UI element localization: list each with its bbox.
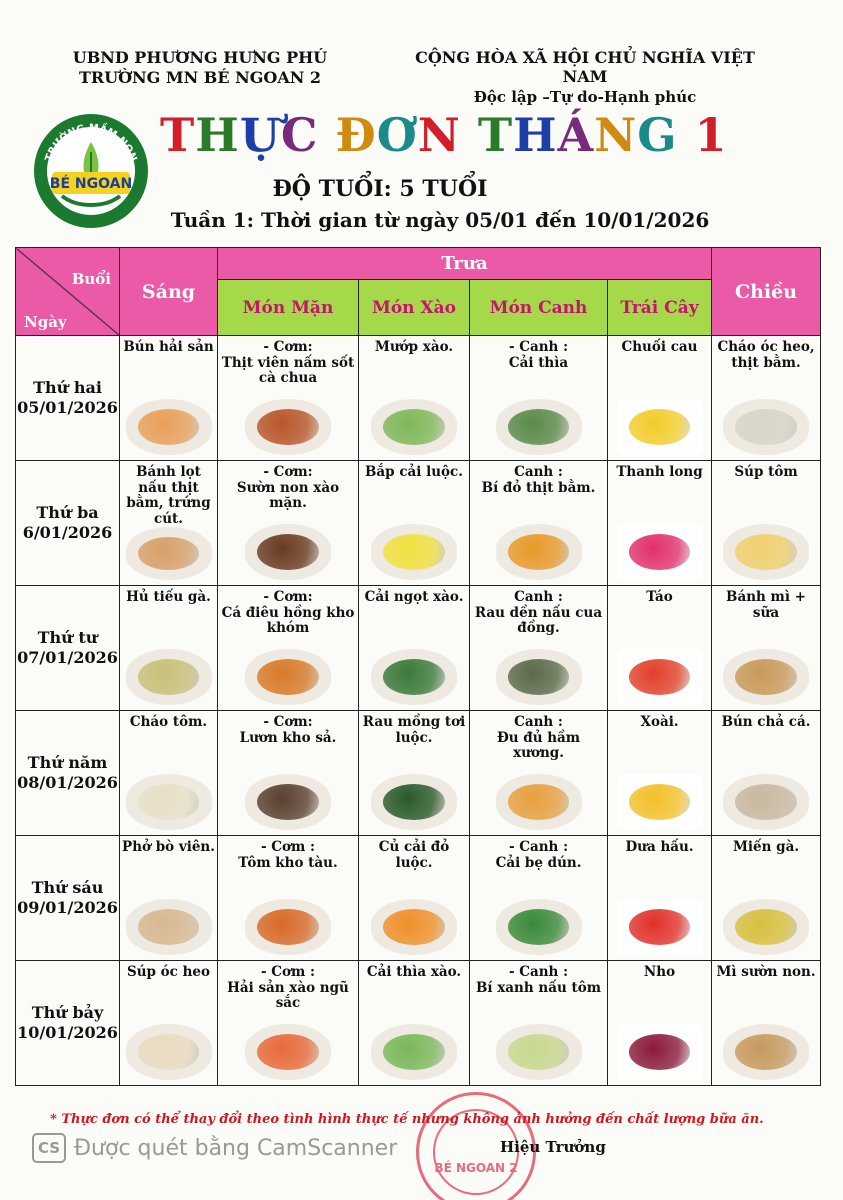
- dish-cell-trai-cay: [608, 336, 712, 461]
- dish-photo: [245, 774, 331, 830]
- dish-photo: [496, 524, 582, 580]
- dish-photo: [126, 1024, 212, 1080]
- dish-cell-trai-cay: [608, 461, 712, 586]
- dish-photo: [126, 399, 212, 455]
- dish-name: Bún chả cá.: [721, 714, 811, 730]
- dish-cell-mon-xao: [359, 711, 470, 836]
- day-date: 09/01/2026: [17, 898, 118, 917]
- title-letter: Ự: [239, 108, 281, 162]
- day-cell: [16, 711, 120, 836]
- dish-cell-sang: [120, 961, 218, 1086]
- dish-name: - Cơm: Thịt viên nấm sốt cà chua: [221, 339, 355, 387]
- dish-cell-mon-canh: [470, 836, 608, 961]
- day-name: Thứ ba: [36, 503, 99, 522]
- dish-name: Nho: [643, 964, 676, 980]
- day-cell: [16, 461, 120, 586]
- dish-name: Bắp cải luộc.: [365, 464, 463, 480]
- dish-name: - Cơm : Hải sản xào ngũ sắc: [227, 964, 349, 1012]
- dish-photo: [617, 774, 703, 830]
- dish-name: Miến gà.: [732, 839, 800, 855]
- dish-name: Canh : Rau dền nấu cua đồng.: [474, 589, 603, 637]
- dish-name: Bánh lọt nấu thịt bằm, trứng cút.: [126, 464, 211, 527]
- day-name: Thứ bảy: [31, 1003, 104, 1022]
- title-letter: Ơ: [376, 108, 418, 162]
- day-date: 07/01/2026: [17, 648, 118, 667]
- dish-cell-mon-canh: [470, 586, 608, 711]
- dish-cell-sang: [120, 336, 218, 461]
- school-name: TRƯỜNG MN BÉ NGOAN 2: [78, 68, 322, 87]
- dish-cell-sang: [120, 711, 218, 836]
- dish-photo: [245, 399, 331, 455]
- day-name: Thứ tư: [37, 628, 98, 647]
- dish-photo: [723, 649, 809, 705]
- menu-table: [15, 247, 821, 1086]
- dish-cell-mon-man: [218, 461, 359, 586]
- dish-cell-chieu: [712, 586, 821, 711]
- dish-name: Thanh long: [616, 464, 703, 480]
- title-letter: N: [594, 108, 638, 162]
- day-date: 05/01/2026: [17, 398, 118, 417]
- title-letter: [678, 108, 695, 162]
- dish-photo: [126, 774, 212, 830]
- day-name: Thứ sáu: [31, 878, 104, 897]
- day-date: 08/01/2026: [17, 773, 118, 792]
- stamp-text: BÉ NGOAN 2: [434, 1161, 518, 1175]
- dish-cell-sang: [120, 586, 218, 711]
- dish-photo: [126, 899, 212, 955]
- dish-cell-mon-xao: [359, 461, 470, 586]
- dish-name: Chuối cau: [621, 339, 698, 355]
- col-sang: Sáng: [120, 248, 218, 336]
- dish-name: - Cơm : Tôm kho tàu.: [238, 839, 338, 871]
- dish-photo: [245, 899, 331, 955]
- dish-name: Canh : Bí đỏ thịt bằm.: [481, 464, 596, 496]
- day-row: [16, 336, 821, 461]
- dish-name: - Cơm: Lươn kho sả.: [239, 714, 337, 746]
- week-range: Tuần 1: Thời gian từ ngày 05/01 đến 10/01/2026: [170, 208, 710, 232]
- menu-title: [160, 108, 728, 162]
- day-row: [16, 461, 821, 586]
- dish-name: Cháo óc heo, thịt bằm.: [717, 339, 815, 371]
- col-chieu: Chiều: [712, 248, 821, 336]
- dish-photo: [723, 399, 809, 455]
- dish-photo: [617, 399, 703, 455]
- day-name: Thứ năm: [27, 753, 108, 772]
- title-letter: T: [477, 108, 514, 162]
- dish-name: Rau mồng tơi luộc.: [362, 714, 466, 746]
- dish-photo: [496, 899, 582, 955]
- dish-cell-chieu: [712, 961, 821, 1086]
- dish-photo: [245, 649, 331, 705]
- title-letter: C: [280, 108, 319, 162]
- dish-cell-mon-canh: [470, 461, 608, 586]
- dish-name: Súp tôm: [734, 464, 798, 480]
- dish-cell-trai-cay: [608, 711, 712, 836]
- day-row: [16, 836, 821, 961]
- dish-name: - Canh : Cải bẹ dún.: [495, 839, 582, 871]
- day-date: 6/01/2026: [22, 523, 113, 542]
- dish-cell-trai-cay: [608, 586, 712, 711]
- dish-photo: [371, 1024, 457, 1080]
- dish-name: Bánh mì + sữa: [726, 589, 806, 621]
- dish-photo: [617, 649, 703, 705]
- logo-name-text: BÉ NGOAN: [49, 176, 133, 192]
- dish-photo: [371, 524, 457, 580]
- header-right: [395, 48, 775, 106]
- dish-photo: [496, 649, 582, 705]
- dish-photo: [723, 1024, 809, 1080]
- dish-cell-mon-xao: [359, 961, 470, 1086]
- dish-cell-chieu: [712, 836, 821, 961]
- title-letter: N: [417, 108, 461, 162]
- dish-cell-chieu: [712, 711, 821, 836]
- signer-title: Hiệu Trưởng: [500, 1138, 606, 1156]
- dish-name: Hủ tiếu gà.: [126, 589, 211, 605]
- dish-name: - Cơm: Cá điêu hồng kho khóm: [221, 589, 355, 637]
- dish-name: - Canh : Bí xanh nấu tôm: [476, 964, 601, 996]
- dish-cell-mon-xao: [359, 336, 470, 461]
- title-letter: Đ: [335, 108, 377, 162]
- dish-photo: [126, 649, 212, 705]
- dish-photo: [617, 524, 703, 580]
- dish-photo: [371, 899, 457, 955]
- dish-photo: [496, 774, 582, 830]
- dish-cell-mon-canh: [470, 711, 608, 836]
- dish-cell-sang: [120, 836, 218, 961]
- dish-photo: [245, 1024, 331, 1080]
- col-trua: Trưa: [218, 248, 712, 280]
- dish-cell-mon-xao: [359, 586, 470, 711]
- header-left: [70, 48, 330, 87]
- dish-name: Canh : Đu đủ hầm xương.: [496, 714, 581, 762]
- sub-trai-cay: Trái Cây: [608, 280, 712, 336]
- dish-cell-mon-canh: [470, 961, 608, 1086]
- dish-cell-mon-man: [218, 961, 359, 1086]
- day-row: [16, 586, 821, 711]
- watermark-text: Được quét bằng CamScanner: [74, 1135, 398, 1161]
- dish-cell-mon-man: [218, 336, 359, 461]
- dish-photo: [126, 527, 212, 580]
- country-name: CỘNG HÒA XÃ HỘI CHỦ NGHĨA VIỆT NAM: [415, 48, 755, 86]
- menu-note: * Thực đơn có thể thay đổi theo tình hình thực tế nhưng không ảnh hưởng đến chất lượng bữa ăn.: [50, 1112, 764, 1127]
- dish-name: Cháo tôm.: [129, 714, 208, 730]
- day-cell: [16, 586, 120, 711]
- sub-mon-canh: Món Canh: [470, 280, 608, 336]
- dish-name: Cải ngọt xào.: [364, 589, 464, 605]
- dish-photo: [617, 899, 703, 955]
- dish-photo: [371, 649, 457, 705]
- dish-cell-mon-man: [218, 586, 359, 711]
- dish-name: Xoài.: [640, 714, 679, 730]
- sub-mon-xao: Món Xào: [359, 280, 470, 336]
- title-letter: G: [637, 108, 678, 162]
- dish-name: Cải thìa xào.: [366, 964, 462, 980]
- day-cell: [16, 961, 120, 1086]
- logo-arc-text: TRƯỜNG MẦM NON: [43, 122, 139, 163]
- motto: Độc lập –Tự do-Hạnh phúc: [473, 88, 697, 106]
- day-cell: [16, 336, 120, 461]
- title-letter: 1: [694, 108, 728, 162]
- dish-name: - Cơm: Sườn non xào mặn.: [236, 464, 340, 512]
- camscanner-icon: CS: [32, 1133, 66, 1163]
- day-name: Thứ hai: [33, 378, 102, 397]
- corner-top-label: Buổi: [71, 270, 111, 288]
- day-row: [16, 711, 821, 836]
- title-letter: [318, 108, 335, 162]
- dish-name: Phở bò viên.: [122, 839, 215, 855]
- dish-cell-mon-man: [218, 711, 359, 836]
- dish-name: Bún hải sản: [123, 339, 214, 355]
- dish-cell-chieu: [712, 336, 821, 461]
- day-row: [16, 961, 821, 1086]
- scanner-watermark: [32, 1133, 397, 1163]
- day-date: 10/01/2026: [17, 1023, 118, 1042]
- title-letter: [461, 108, 478, 162]
- dish-name: Củ cải đỏ luộc.: [378, 839, 450, 871]
- title-letter: H: [513, 108, 558, 162]
- dish-cell-mon-man: [218, 836, 359, 961]
- dish-cell-sang: [120, 461, 218, 586]
- dish-photo: [723, 899, 809, 955]
- school-logo-icon: [32, 112, 150, 230]
- dish-name: Dưa hấu.: [625, 839, 694, 855]
- day-cell: [16, 836, 120, 961]
- dish-photo: [723, 524, 809, 580]
- dish-cell-trai-cay: [608, 961, 712, 1086]
- ward-name: UBND PHƯƠNG HƯNG PHÚ: [72, 48, 328, 67]
- dish-photo: [496, 399, 582, 455]
- dish-photo: [245, 524, 331, 580]
- age-group: ĐỘ TUỔI: 5 TUỔI: [272, 176, 488, 202]
- title-letter: H: [195, 108, 240, 162]
- dish-cell-mon-canh: [470, 336, 608, 461]
- dish-name: Mì sườn non.: [716, 964, 816, 980]
- dish-photo: [617, 1024, 703, 1080]
- title-letter: T: [160, 108, 196, 162]
- corner-header: [16, 248, 120, 336]
- dish-photo: [496, 1024, 582, 1080]
- dish-name: Súp óc heo: [126, 964, 211, 980]
- corner-bottom-label: Ngày: [24, 313, 67, 331]
- dish-name: Mướp xào.: [374, 339, 454, 355]
- dish-photo: [371, 399, 457, 455]
- dish-name: - Canh : Cải thìa: [508, 339, 569, 371]
- dish-cell-trai-cay: [608, 836, 712, 961]
- dish-name: Táo: [646, 589, 673, 605]
- dish-photo: [371, 774, 457, 830]
- title-letter: Á: [557, 108, 595, 162]
- dish-cell-chieu: [712, 461, 821, 586]
- dish-photo: [723, 774, 809, 830]
- dish-cell-mon-xao: [359, 836, 470, 961]
- sub-mon-man: Món Mặn: [218, 280, 359, 336]
